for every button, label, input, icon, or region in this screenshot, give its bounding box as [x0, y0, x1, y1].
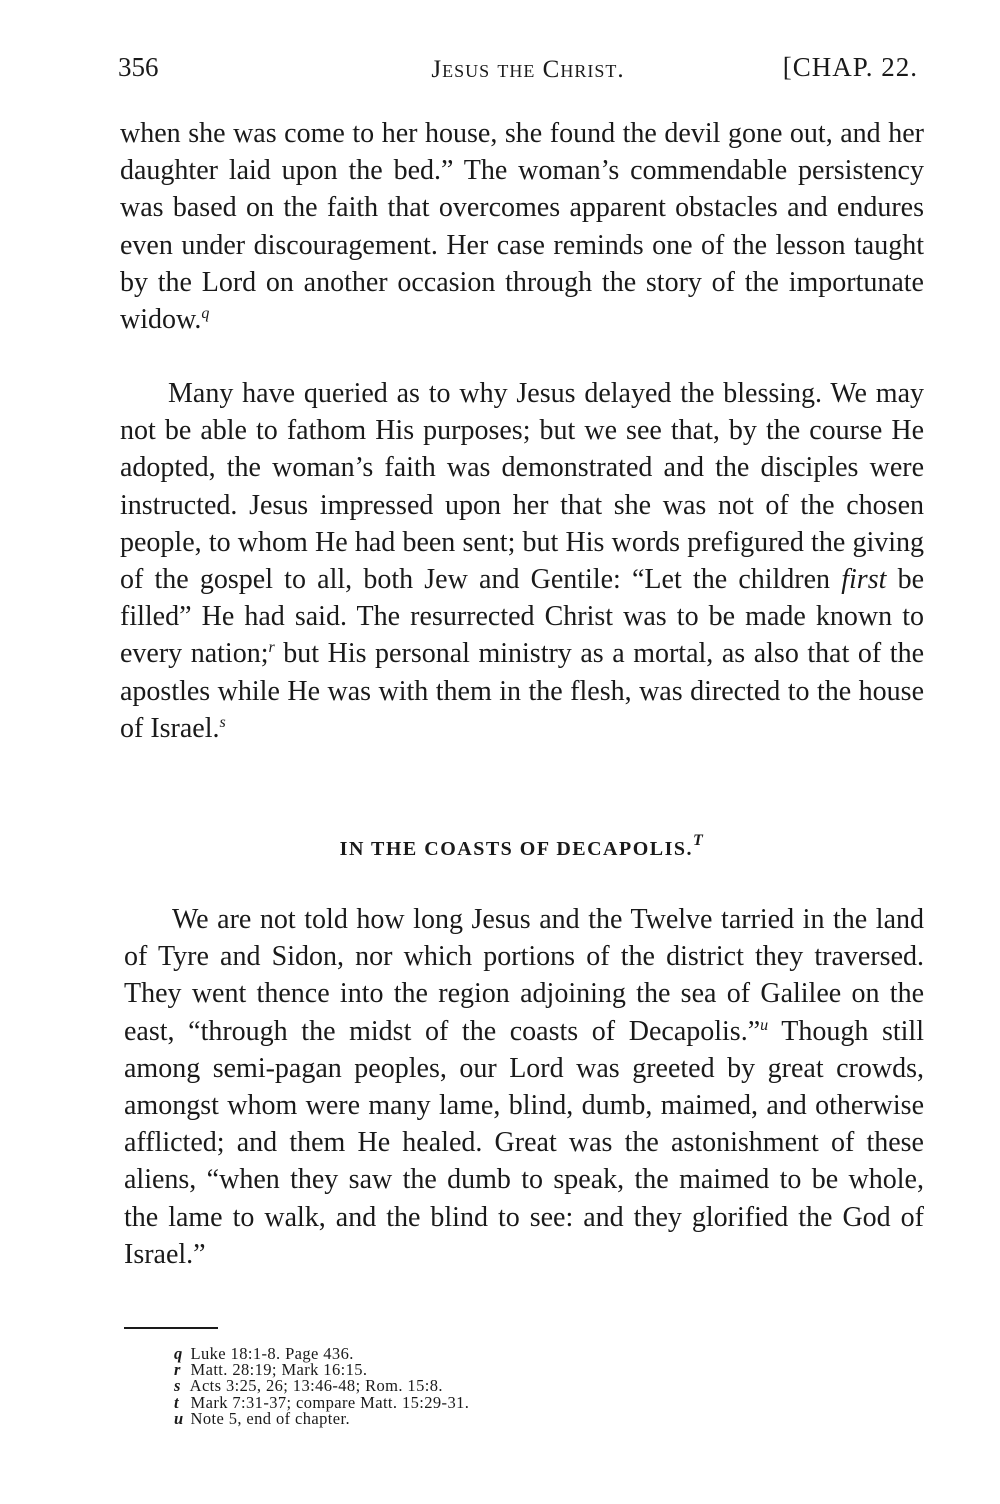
page-number: 356 [118, 52, 159, 82]
footnote-ref-u[interactable]: u [760, 1016, 769, 1034]
footnote-marker: s [174, 1376, 181, 1396]
paragraph-3 [124, 901, 924, 1273]
footnote-ref-q[interactable]: q [201, 305, 210, 323]
footnote-text: Luke 18:1-8. Page 436. [190, 1344, 354, 1363]
paragraph-1 [120, 115, 924, 338]
footnote-u [174, 1408, 814, 1428]
emphasis-first: first [841, 564, 887, 596]
paragraph-2 [120, 375, 924, 747]
paragraph-3-text-1: We are not told how long Jesus and the Twelve tarried in the land of Tyre and Sidon, nor which portions of the district they traversed. They went thence into the region adjoining the sea of Galilee on the east, “through the midst of the coasts of Decapolis.” [124, 904, 924, 1047]
footnote-marker: t [174, 1392, 179, 1412]
paragraph-3-text-2: Though still among semi-pagan peoples, our Lord was greeted by great crowds, amongst whom were many lame, blind, dumb, maimed, and otherwise afflicted; and them He healed. Great was the astonishment of these aliens, “when they saw the dumb to speak, the maimed to be whole, the lame to walk, and the blind to see: and they glorified the God of Israel.” [124, 1015, 924, 1270]
footnote-divider [124, 1327, 218, 1329]
running-head [118, 52, 918, 92]
running-title: Jesus the Christ. [431, 56, 625, 83]
footnote-ref-r[interactable]: r [268, 639, 275, 657]
paragraph-1-text: when she was come to her house, she found the devil gone out, and her daughter laid upon the bed.” The woman’s commendable persistency was based on the faith that overcomes apparent obstacles and endures even under discouragement. Her case reminds one of the lesson taught by the Lord on another occasion through the story of the importunate widow. [120, 118, 924, 336]
paragraph-2-text-2: be filled” He had said. The resurrected Christ was to be made known to every nation; [120, 564, 925, 670]
footnote-marker: q [174, 1344, 183, 1363]
section-heading [120, 832, 924, 861]
footnotes [174, 1346, 814, 1427]
footnote-text: Matt. 28:19; Mark 16:15. [190, 1360, 368, 1380]
footnote-marker: u [174, 1408, 184, 1428]
footnote-text: Note 5, end of chapter. [190, 1408, 351, 1428]
chapter-label: [CHAP. 22. [782, 52, 918, 82]
footnote-text: Mark 7:31-37; compare Matt. 15:29-31. [190, 1392, 470, 1412]
footnote-marker: r [174, 1360, 181, 1380]
paragraph-2-text-3: but His personal ministry as a mortal, as also that of the apostles while He was with them in the flesh, was directed to the house of Israel. [120, 638, 924, 744]
footnote-ref-s[interactable]: s [219, 713, 226, 731]
footnote-text: Acts 3:25, 26; 13:46-48; Rom. 15:8. [189, 1376, 443, 1396]
paragraph-2-text-1: Many have queried as to why Jesus delayed the blessing. We may not be able to fathom His purposes; but we see that, by the course He adopted, the woman’s faith was demonstrated and the disciples were instructed. Jesus impressed upon her that she was not of the chosen people, to whom He had been sent; but His words prefigured the giving of the gospel to all, both Jew and Gentile: “Let the children [120, 378, 924, 596]
footnote-ref-t[interactable]: T [693, 832, 705, 849]
section-heading-text: IN THE COASTS OF DECAPOLIS. [339, 838, 694, 860]
